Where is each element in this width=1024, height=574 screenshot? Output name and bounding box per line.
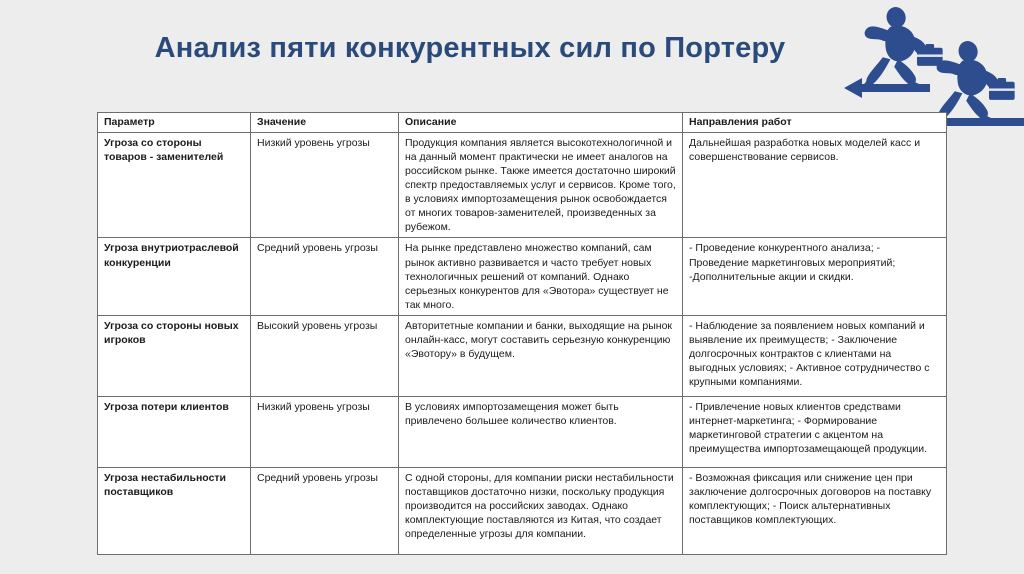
- cell-value: Средний уровень угрозы: [251, 238, 399, 315]
- cell-description: На рынке представлено множество компаний, сам рынок активно развивается и часто требует новых технологичных решений от компаний. Однако серьезных конкурентов для «Эвотора» существует не так много.: [399, 238, 683, 315]
- left-arrow-icon: [844, 78, 930, 98]
- table-row: [98, 238, 947, 315]
- porter-five-forces-table: [97, 112, 946, 555]
- cell-description: Продукция компания является высокотехнологичной и на данный момент практически не имеет аналогов на российском рынке. Также имеется достаточно широкий спектр предоставляемых услуг и сервисов. Кроме того, в условиях импортозамещения рынок освобождается от многих товаров-заменителей, произведенных за рубежом.: [399, 133, 683, 238]
- cell-value: Средний уровень угрозы: [251, 467, 399, 554]
- cell-description: Авторитетные компании и банки, выходящие на рынок онлайн-касс, могут составить серьезную конкуренцию «Эвотору» в будущем.: [399, 315, 683, 396]
- column-header-parameter: Параметр: [98, 113, 251, 133]
- column-header-directions: Направления работ: [683, 113, 947, 133]
- column-header-value: Значение: [251, 113, 399, 133]
- cell-value: Высокий уровень угрозы: [251, 315, 399, 396]
- title-block: [120, 26, 820, 72]
- cell-parameter: Угроза потери клиентов: [98, 396, 251, 467]
- cell-value: Низкий уровень угрозы: [251, 133, 399, 238]
- cell-directions: - Привлечение новых клиентов средствами интернет-маркетинга; - Формирование маркетинговой стратегии с акцентом на преимущества импортозамещающей продукции.: [683, 396, 947, 467]
- table-header-row: [98, 113, 947, 133]
- column-header-description: Описание: [399, 113, 683, 133]
- cell-directions: - Наблюдение за появлением новых компаний и выявление их преимуществ; - Заключение долгосрочных контрактов с клиентами на выгодных условиях; - Активное сотрудничество с крупными компаниями.: [683, 315, 947, 396]
- cell-parameter: Угроза со стороны новых игроков: [98, 315, 251, 396]
- cell-directions: Дальнейшая разработка новых моделей касс и совершенствование сервисов.: [683, 133, 947, 238]
- table-row: [98, 315, 947, 396]
- cell-parameter: Угроза со стороны товаров - заменителей: [98, 133, 251, 238]
- table-row: [98, 396, 947, 467]
- cell-parameter: Угроза внутриотраслевой конкуренции: [98, 238, 251, 315]
- cell-directions: - Возможная фиксация или снижение цен при заключение долгосрочных договоров на поставку комплектующих; - Поиск альтернативных поставщиков комплектующих.: [683, 467, 947, 554]
- cell-parameter: Угроза нестабильности поставщиков: [98, 467, 251, 554]
- cell-directions: - Проведение конкурентного анализа; - Проведение маркетинговых мероприятий; -Дополнительные акции и скидки.: [683, 238, 947, 315]
- cell-description: В условиях импортозамещения может быть привлечено большее количество клиентов.: [399, 396, 683, 467]
- cell-description: С одной стороны, для компании риски нестабильности поставщиков достаточно низки, поскольку продукция производится на российских заводах. Однако комплектующие поставляются из Китая, что создает определенные угрозы для компании.: [399, 467, 683, 554]
- cell-value: Низкий уровень угрозы: [251, 396, 399, 467]
- page-title: Анализ пяти конкурентных сил по Портеру: [154, 32, 786, 65]
- table-row: [98, 133, 947, 238]
- running-businessman-icon: [862, 5, 942, 92]
- table-row: [98, 467, 947, 554]
- table: [97, 112, 947, 555]
